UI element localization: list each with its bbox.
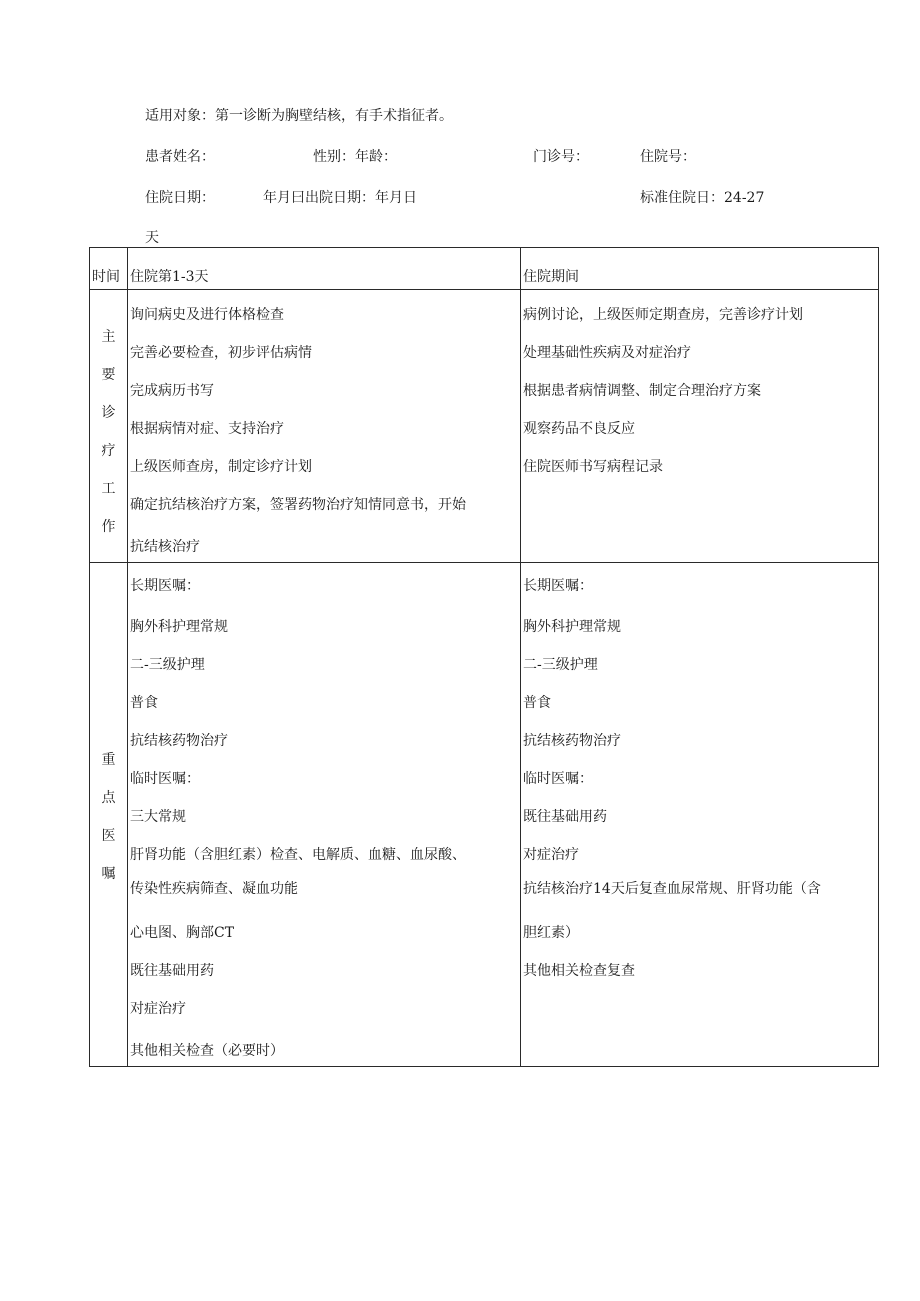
list-item: 胸外科护理常规 xyxy=(523,619,621,635)
list-item: 抗结核治疗 xyxy=(130,539,200,555)
list-item: 抗结核药物治疗 xyxy=(523,733,621,749)
list-item: 完善必要检查，初步评估病情 xyxy=(130,345,312,361)
header-cell-time: 时间 xyxy=(90,248,128,290)
list-item: 胆红素） xyxy=(523,925,579,941)
header-cell-hospital-stay: 住院期间 xyxy=(521,248,879,290)
list-item: 对症治疗 xyxy=(523,847,579,863)
table-row-key-orders xyxy=(90,563,879,1067)
main-work-day1-3 xyxy=(128,290,521,563)
list-item: 上级医师查房，制定诊疗计划 xyxy=(130,459,312,475)
outpatient-number-label: 门诊号： xyxy=(533,149,589,165)
header-cell-day1-3: 住院第1-3天 xyxy=(128,248,521,290)
list-item: 确定抗结核治疗方案，签署药物治疗知情同意书，开始 xyxy=(130,497,466,513)
key-orders-hospital-stay xyxy=(521,563,879,1067)
list-item: 心电图、胸部CT xyxy=(130,925,235,941)
list-item: 完成病历书写 xyxy=(130,383,214,399)
list-item: 既往基础用药 xyxy=(130,963,214,979)
inpatient-number-label: 住院号： xyxy=(640,149,696,165)
row-label-main-work: 主 要 诊 疗 工 作 xyxy=(90,290,128,563)
list-item: 传染性疾病筛查、凝血功能 xyxy=(130,881,298,897)
standard-stay-unit: 天 xyxy=(145,230,159,246)
list-item: 住院医师书写病程记录 xyxy=(523,459,663,475)
document-header xyxy=(0,0,920,250)
list-item: 根据病情对症、支持治疗 xyxy=(130,421,284,437)
list-item: 临时医嘱： xyxy=(130,771,200,787)
list-item: 三大常规 xyxy=(130,809,186,825)
list-item: 观察药品不良反应 xyxy=(523,421,635,437)
patient-name-label: 患者姓名： xyxy=(145,149,215,165)
list-item: 抗结核药物治疗 xyxy=(130,733,228,749)
admission-date-label: 住院日期： xyxy=(145,190,215,206)
list-item: 二-三级护理 xyxy=(130,657,205,673)
discharge-date-label: 年月曰出院日期：年月日 xyxy=(263,190,417,206)
list-item: 长期医嘱： xyxy=(523,578,593,594)
table-row-main-work xyxy=(90,290,879,563)
list-item: 处理基础性疾病及对症治疗 xyxy=(523,345,691,361)
gender-age-label: 性别：年龄： xyxy=(313,149,397,165)
list-item: 询问病史及进行体格检查 xyxy=(130,307,284,323)
list-item: 对症治疗 xyxy=(130,1001,186,1017)
row-label-key-orders: 重 点 医 嘱 xyxy=(90,563,128,1067)
list-item: 既往基础用药 xyxy=(523,809,607,825)
applicable-scope: 适用对象：第一诊断为胸壁结核，有手术指征者。 xyxy=(145,108,453,124)
table-header-row xyxy=(90,248,879,290)
list-item: 根据患者病情调整、制定合理治疗方案 xyxy=(523,383,761,399)
list-item: 普食 xyxy=(523,695,551,711)
list-item: 临时医嘱： xyxy=(523,771,593,787)
list-item: 胸外科护理常规 xyxy=(130,619,228,635)
key-orders-day1-3 xyxy=(128,563,521,1067)
main-work-hospital-stay xyxy=(521,290,879,563)
list-item: 病例讨论，上级医师定期查房，完善诊疗计划 xyxy=(523,307,803,323)
list-item: 抗结核治疗14天后复查血尿常规、肝肾功能（含 xyxy=(523,881,821,897)
list-item: 二-三级护理 xyxy=(523,657,598,673)
clinical-pathway-table xyxy=(89,247,879,1067)
list-item: 普食 xyxy=(130,695,158,711)
list-item: 长期医嘱： xyxy=(130,578,200,594)
list-item: 肝肾功能（含胆红素）检查、电解质、血糖、血尿酸、 xyxy=(130,847,466,863)
list-item: 其他相关检查（必要时） xyxy=(130,1043,284,1059)
standard-stay-label: 标准住院日：24-27 xyxy=(640,190,765,206)
list-item: 其他相关检查复查 xyxy=(523,963,635,979)
